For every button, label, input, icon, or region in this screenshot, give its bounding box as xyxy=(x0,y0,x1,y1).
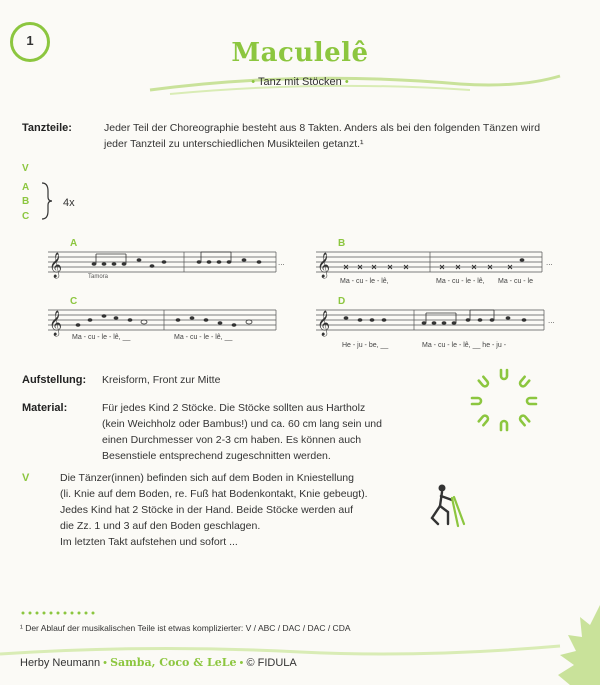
bullet-dot-icon: • xyxy=(239,657,247,669)
svg-text:𝄞: 𝄞 xyxy=(317,311,331,336)
v-section-text-line: Im letzten Takt aufstehen und sofort ... xyxy=(60,536,238,548)
music-staff-d xyxy=(312,296,562,356)
staff-ending-b: ... xyxy=(546,258,553,267)
staff-ending-d: ... xyxy=(548,316,555,325)
staff-lyric-b3: Ma - cu - le xyxy=(498,278,534,285)
staff-letter-a: A xyxy=(70,238,78,249)
staff-ending-a: ... xyxy=(278,258,285,267)
tanzteile-text-line: Jeder Teil der Choreographie besteht aus 8 Takten. Anders als bei den folgenden Tänzen wird xyxy=(104,122,541,134)
staff-lines xyxy=(312,296,562,344)
v-section-label: V xyxy=(22,472,30,484)
staff-letter-c: C xyxy=(70,296,78,307)
palm-leaf-decoration xyxy=(530,595,600,685)
staff-lyric-b2: Ma - cu - le - lê, xyxy=(436,278,485,285)
music-staff-a xyxy=(44,238,284,286)
staff-lyric-c1: Ma - cu - le - lê, __ xyxy=(72,334,131,341)
v-section-text-line: Die Tänzer(innen) befinden sich auf dem Boden in Kniestellung xyxy=(60,472,354,484)
staff-lyric-b1: Ma - cu - le - lê, xyxy=(340,278,389,285)
staff-lyric-a: Tamora xyxy=(88,274,109,280)
v-section-text-line: (li. Knie auf dem Boden, re. Fuß hat Bodenkontakt, Knie gebeugt). xyxy=(60,488,368,500)
staff-lyric-d2: Ma - cu - le - lê, __ he - ju - xyxy=(422,342,507,349)
staff-lyric-d1: He - ju - be, __ xyxy=(342,342,389,349)
material-label: Material: xyxy=(22,402,68,414)
staff-letter-d: D xyxy=(338,296,346,307)
page-number: 1 xyxy=(26,33,34,48)
repeat-count: 4x xyxy=(63,197,75,209)
bullet-dot-icon: • xyxy=(103,657,111,669)
music-staff-c xyxy=(44,296,284,350)
material-text-line: (kein Weichholz oder Bambus!) und ca. 60 cm lang sein und xyxy=(102,418,382,430)
part-letter-c: C xyxy=(22,211,30,222)
v-section-text xyxy=(60,470,420,550)
material-text-line: Für jedes Kind 2 Stöcke. Die Stöcke sollten aus Hartholz xyxy=(102,402,366,414)
staff-letter-b: B xyxy=(338,238,346,249)
v-section-text-line: Jedes Kind hat 2 Stöcke in der Hand. Beide Stöcke werden auf xyxy=(60,504,354,516)
material-text-line: einen Durchmesser von 2-3 cm haben. Es können auch xyxy=(102,434,362,446)
footer-book-title: Samba, Coco & LeLe xyxy=(110,656,237,669)
footnote: ¹ Der Ablauf der musikalischen Teile ist etwas komplizierter: V / ABC / DAC / DAC / CDA xyxy=(20,623,351,633)
tanzteile-label: Tanzteile: xyxy=(22,122,72,134)
part-letter-b: B xyxy=(22,196,30,207)
material-text-line: Besenstiele entsprechend zugeschnitten werden. xyxy=(102,450,331,462)
part-letter-v: V xyxy=(22,163,29,174)
v-section-text-line: die Zz. 1 und 3 auf den Boden geschlagen. xyxy=(60,520,261,532)
footer-publisher: © FIDULA xyxy=(246,657,297,669)
dotted-separator xyxy=(20,610,110,616)
kneeling-dancer-icon xyxy=(424,482,470,530)
aufstellung-text: Kreisform, Front zur Mitte xyxy=(102,374,221,386)
tanzteile-text-line: jeder Tanzteil zu unterschiedlichen Musikteilen getanzt.¹ xyxy=(104,138,364,150)
page-subtitle xyxy=(0,76,600,88)
brace-icon xyxy=(40,181,54,221)
music-staff-b xyxy=(312,238,562,292)
staff-lyric-c2: Ma - cu - le - lê, __ xyxy=(174,334,233,341)
subtitle-text: Tanz mit Stöcken xyxy=(258,76,342,88)
tanzteile-text xyxy=(104,120,584,152)
svg-text:𝄞: 𝄞 xyxy=(49,253,63,278)
svg-text:𝄞: 𝄞 xyxy=(49,311,63,336)
footer-author: Herby Neumann xyxy=(20,657,101,669)
page-title: Maculelê xyxy=(231,38,369,68)
part-letter-a: A xyxy=(22,182,30,193)
aufstellung-label: Aufstellung: xyxy=(22,374,87,386)
footer xyxy=(20,656,297,669)
circle-formation-icon xyxy=(462,366,546,436)
bullet-dot-icon: • xyxy=(251,76,256,88)
staff-lines xyxy=(44,238,284,286)
bullet-dot-icon: • xyxy=(344,76,349,88)
material-text xyxy=(102,400,422,464)
svg-text:𝄞: 𝄞 xyxy=(317,253,331,278)
